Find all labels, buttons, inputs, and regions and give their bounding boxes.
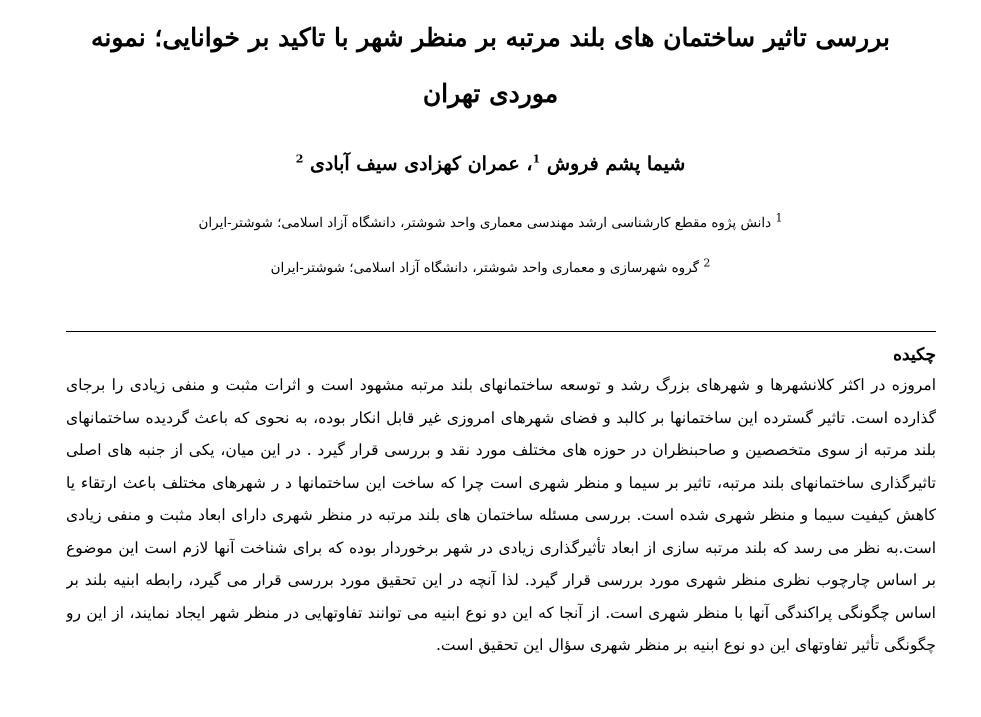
affiliation-2 [150, 256, 831, 280]
affiliation-mark: 2 [703, 256, 711, 270]
affiliation-text: گروه شهرسازی و معماری واحد شوشتر، دانشگاه آزاد اسلامی؛ شوشتر-ایران [270, 260, 700, 276]
author-line [160, 146, 821, 182]
author-affiliation-mark: 2 [295, 152, 304, 166]
abstract-body: امروزه در اکثر کلانشهرها و شهرهای بزرگ رشد و توسعه ساختمانهای بلند مرتبه مشهود است و اثرات مثبت و منفی زیادی را برجای گذارده است. تاثیر گسترده این ساختمانها بر کالبد و فضای شهرهای امروزی غیر قابل انکار بوده، به نحوی که باعث گردیده ساختمانهای بلند مرتبه از سوی متخصصین و صاحبنظران در حوزه های مختلف مورد نقد و بررسی قرار گیرد . در این میان، یکی از جنبه های اصلی تاثیرگذاری ساختمانهای بلند مرتبه، تاثیر بر سیما و منظر شهری است چرا که ساخت این ساختمانها د ر شهرهای مختلف باعث ارتقاء یا کاهش کیفیت سیما و منظر شهری شده است. بررسی مسئله ساختمان های بلند مرتبه در منظر شهری دارای ابعاد مثبت و منفی زیادی است.به نظر می رسد که بلند مرتبه سازی از ابعاد تأثیرگذاری زیادی در شهر برخوردار بوده که برای شناخت آنها لازم است این موضوع بر اساس چارچوب نظری منظر شهری مورد بررسی قرار گیرد. لذا آنچه در این تحقیق مورد بررسی قرار می گیرد، رابطه ابنیه بلند بر اساس چگونگی پراکندگی آنها با منظر شهری است. از آنجا که این دو نوع ابنیه می توانند تفاوتهایی در منظر شهر ایجاد نمایند، از این رو چگونگی تأثیر تفاوتهای این دو نوع ابنیه بر منظر شهری سؤال این تحقیق است. [66, 376, 936, 654]
author-separator: ، [526, 153, 533, 175]
affiliation-mark: 1 [775, 211, 783, 225]
section-divider [66, 331, 936, 332]
paper-title: بررسی تاثیر ساختمان های بلند مرتبه بر منظر شهر با تاکید بر خوانایی؛ نمونه موردی تهران [90, 23, 891, 108]
abstract-heading: چکیده [893, 345, 936, 365]
author-affiliation-mark: 1 [532, 152, 541, 166]
author-name: عمران کهزادی سیف آبادی [309, 153, 520, 175]
author-name: شیما پشم فروش [546, 153, 686, 175]
affiliation-text: دانش پژوه مقطع کارشناسی ارشد مهندسی معماری واحد شوشتر، دانشگاه آزاد اسلامی؛ شوشتر-ایران [198, 215, 772, 231]
affiliation-1 [150, 211, 831, 235]
